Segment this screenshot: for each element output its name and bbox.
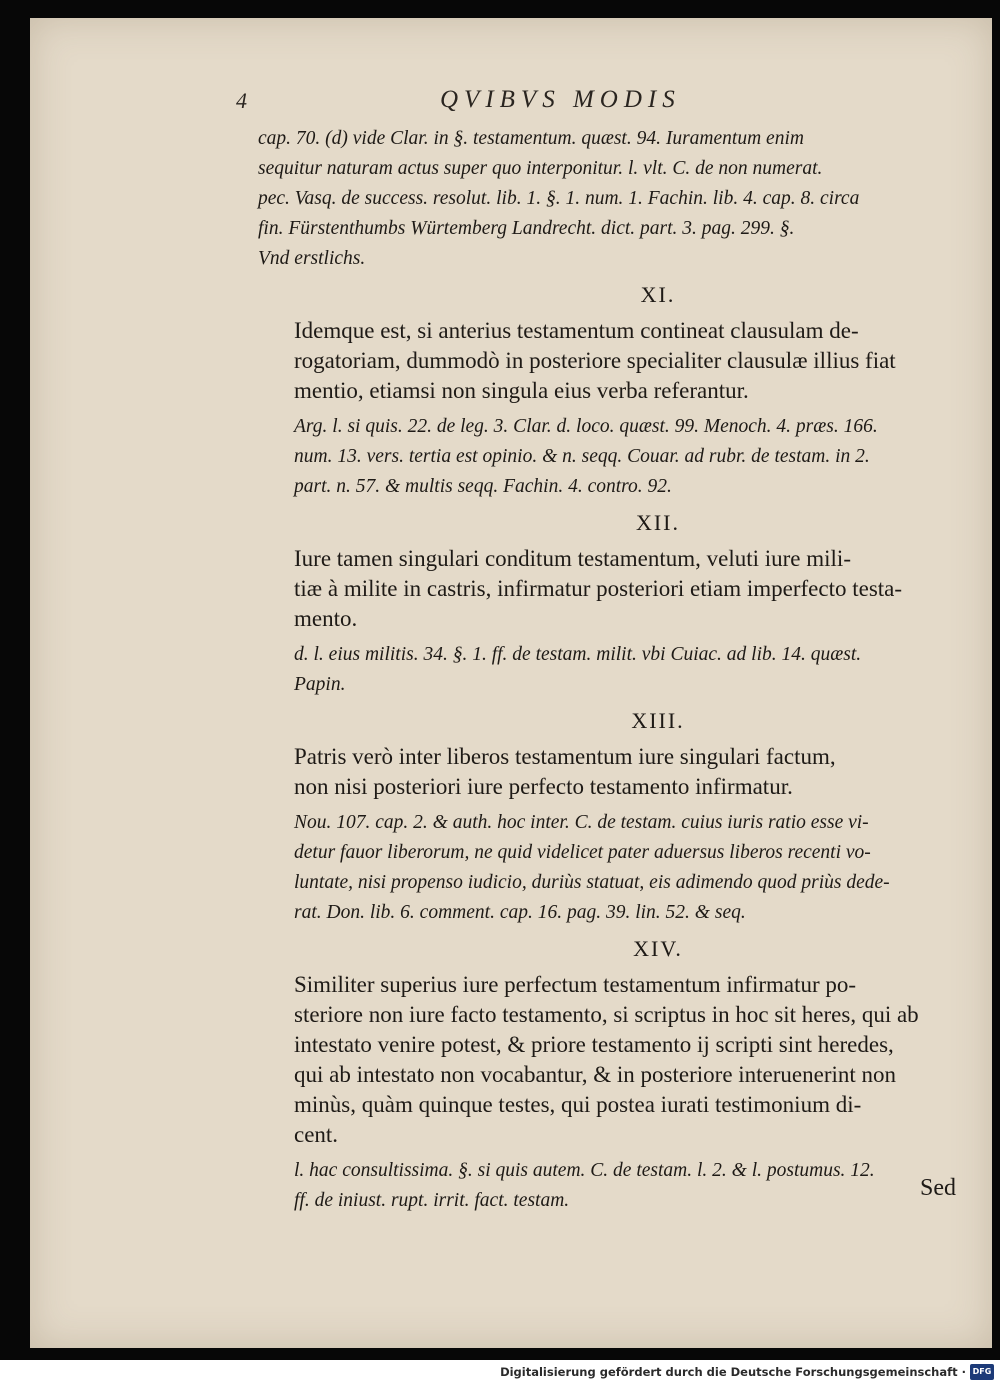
dfg-logo: DFG — [970, 1364, 994, 1380]
section-number: XI. — [640, 282, 676, 307]
note-line: l. hac consultissima. §. si quis autem. C. de testam. l. 2. & l. postumus. 12. — [294, 1160, 875, 1181]
body-line: qui ab intestato non vocabantur, & in posteriore interuenerint non — [294, 1062, 897, 1087]
note-line: ff. de iniust. rupt. irrit. fact. testam. — [294, 1190, 570, 1211]
note-line: sequitur naturam actus super quo interponitur. l. vlt. C. de non numerat. — [258, 158, 823, 179]
body-line: tiæ à milite in castris, infirmatur posteriori etiam imperfecto testa- — [294, 576, 903, 601]
section-number: XII. — [635, 510, 681, 535]
page-text — [258, 124, 958, 1216]
body-paragraph — [258, 316, 958, 406]
running-title: QVIBVS MODIS — [440, 86, 681, 113]
note-line: rat. Don. lib. 6. comment. cap. 16. pag. 39. lin. 52. & seq. — [294, 902, 746, 923]
note-line: fin. Fürstenthumbs Würtemberg Landrecht. dict. part. 3. pag. 299. §. — [258, 218, 795, 239]
body-line: intestato venire potest, & priore testamento ij scripti sint heredes, — [294, 1032, 894, 1057]
body-paragraph — [258, 742, 958, 802]
note-line: pec. Vasq. de success. resolut. lib. 1. §. 1. num. 1. Fachin. lib. 4. cap. 8. circa — [258, 188, 860, 209]
note-line: d. l. eius militis. 34. §. 1. ff. de testam. milit. vbi Cuiac. ad lib. 14. quæst. — [294, 644, 862, 665]
running-head — [236, 86, 756, 116]
note-line: detur fauor liberorum, ne quid videlicet pater aduersus liberos recenti vo- — [294, 842, 871, 863]
citation-note — [258, 808, 958, 928]
body-line: mentio, etiamsi non singula eius verba referantur. — [294, 378, 749, 403]
catchword: Sed — [920, 1175, 956, 1201]
note-line: part. n. 57. & multis seqq. Fachin. 4. contro. 92. — [294, 476, 672, 497]
note-line: Papin. — [294, 674, 346, 695]
note-line: Nou. 107. cap. 2. & auth. hoc inter. C. de testam. cuius iuris ratio esse vi- — [294, 812, 869, 833]
page-number: 4 — [236, 88, 247, 113]
funding-credit: Digitalisierung gefördert durch die Deutsche Forschungsgemeinschaft · — [500, 1365, 966, 1379]
note-line: num. 13. vers. tertia est opinio. & n. seqq. Couar. ad rubr. de testam. in 2. — [294, 446, 870, 467]
body-line: minùs, quàm quinque testes, qui postea iurati testimonium di- — [294, 1092, 862, 1117]
citation-note — [258, 124, 958, 274]
body-line: Idemque est, si anterius testamentum contineat clausulam de- — [294, 318, 859, 343]
body-paragraph — [258, 970, 958, 1150]
body-line: rogatoriam, dummodò in posteriore specialiter clausulæ illius fiat — [294, 348, 896, 373]
body-line: cent. — [294, 1122, 339, 1147]
note-line: cap. 70. (d) vide Clar. in §. testamentum. quæst. 94. Iuramentum enim — [258, 128, 804, 149]
body-line: steriore non iure facto testamento, si scriptus in hoc sit heres, qui ab — [294, 1002, 919, 1027]
section-number: XIII. — [631, 708, 685, 733]
body-paragraph — [258, 544, 958, 634]
section-number: XIV. — [633, 936, 683, 961]
note-line: Arg. l. si quis. 22. de leg. 3. Clar. d. loco. quæst. 99. Menoch. 4. præs. 166. — [294, 416, 878, 437]
note-line: Vnd erstlichs. — [258, 248, 366, 269]
body-line: Patris verò inter liberos testamentum iure singulari factum, — [294, 744, 836, 769]
body-line: mento. — [294, 606, 358, 631]
citation-note — [258, 1156, 958, 1216]
citation-note — [258, 412, 958, 502]
note-line: luntate, nisi propenso iudicio, duriùs statuat, eis adimendo quod priùs dede- — [294, 872, 890, 893]
body-line: non nisi posteriori iure perfecto testamento infirmatur. — [294, 774, 793, 799]
body-line: Iure tamen singulari conditum testamentum, veluti iure mili- — [294, 546, 851, 571]
credit-bar — [0, 1360, 1000, 1386]
citation-note — [258, 640, 958, 700]
body-line: Similiter superius iure perfectum testamentum infirmatur po- — [294, 972, 857, 997]
